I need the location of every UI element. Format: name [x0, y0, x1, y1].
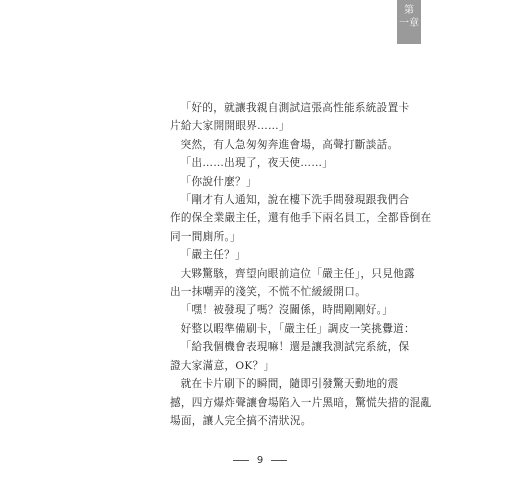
text-line: 「嚴主任？」: [180, 249, 246, 262]
text-line: 「給我個機會表現嘛！還是讓我測試完系統，保: [180, 341, 410, 354]
text-line: 場面，讓人完全搞不清狀況。: [170, 414, 312, 427]
text-line: 「好的，就讓我親自測試這張高性能系統設置卡: [180, 102, 410, 114]
chapter-tab-label-2: 一章: [399, 18, 419, 29]
text-line: 「剛才有人通知，說在樓下洗手間發現跟我們合: [180, 194, 410, 207]
text-line: 證大家滿意，OK？」: [170, 359, 275, 372]
text-line: 片給大家開開眼界……」: [170, 120, 290, 133]
page-number: 9: [256, 455, 264, 466]
text-line: 作的保全業嚴主任，還有他手下兩名員工，全都昏倒在: [170, 212, 432, 225]
text-line: 「出……出現了，夜天使……」: [180, 157, 334, 170]
text-line: 好整以暇準備刷卡，「嚴主任」調皮一笑挑釁道：: [180, 322, 415, 335]
chapter-tab: [397, 0, 421, 44]
footer-rule-right: [271, 460, 287, 461]
text-line: 大夥驚駭，齊望向眼前這位「嚴主任」，只見他露: [180, 267, 415, 280]
chapter-tab-label-1: 第: [404, 5, 414, 16]
footer-rule-left: [233, 460, 249, 461]
text-line: 撼，四方爆炸聲讓會場陷入一片黑暗，驚慌失措的混亂: [170, 396, 432, 409]
body-text: [170, 99, 432, 430]
text-line: 同一間廁所。」: [170, 230, 241, 243]
text-line: 突然，有人急匆匆奔進會場，高聲打斷談話。: [180, 138, 399, 151]
text-line: 出一抹嘲弄的淺笑，不慌不忙緩緩開口。: [170, 286, 367, 299]
page-footer: [0, 455, 520, 466]
text-line: 「嘿！被發現了嗎？沒關係，時間剛剛好。」: [180, 304, 394, 317]
text-line: 「你說什麼？」: [180, 175, 257, 188]
text-line: 就在卡片刷下的瞬間，隨即引發驚天動地的震: [180, 378, 399, 391]
